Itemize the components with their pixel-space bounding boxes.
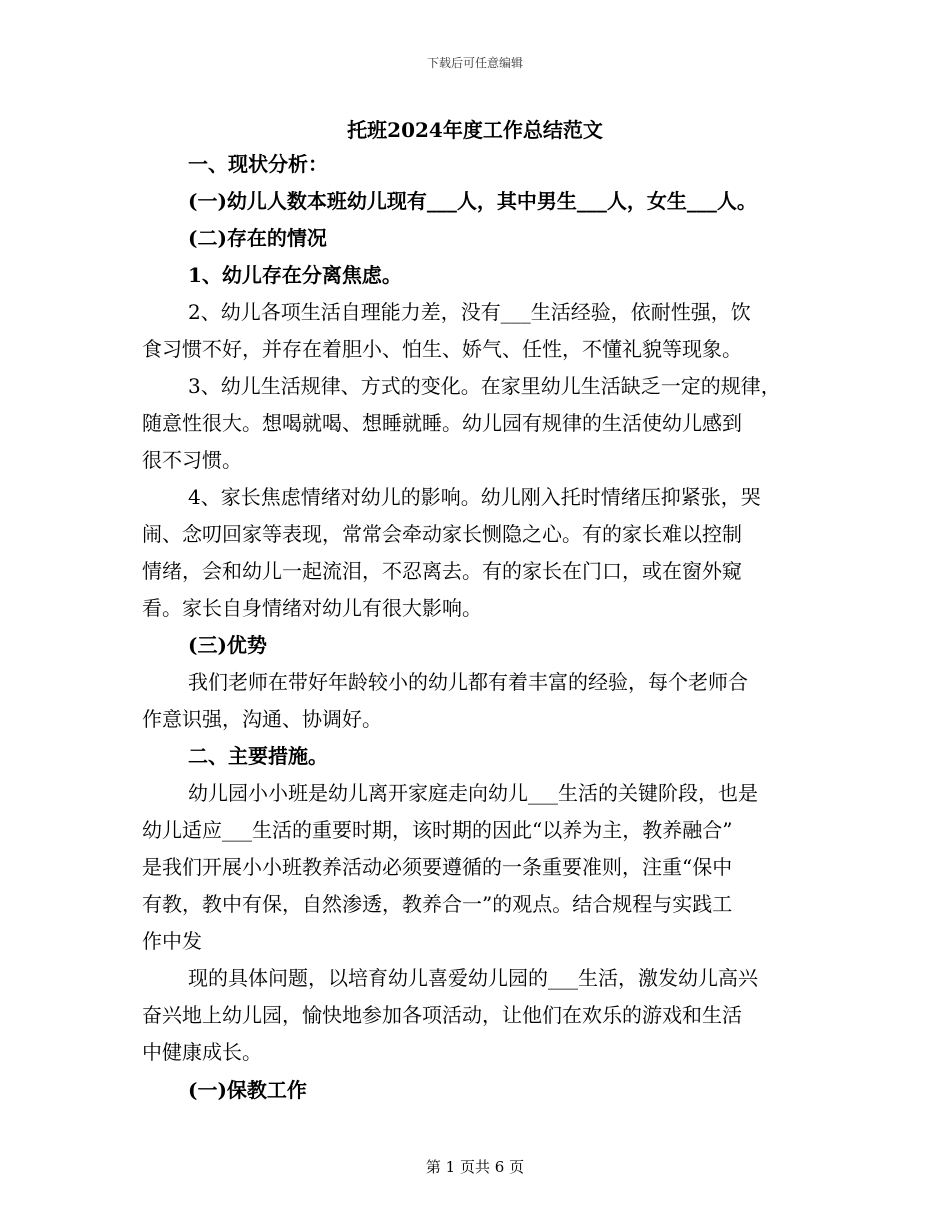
paragraph-line: 随意性很大。想喝就喝、想睡就睡。幼儿园有规律的生活使幼儿感到 bbox=[142, 411, 742, 435]
paragraph-line: 2、幼儿各项生活自理能力差，没有___生活经验，依耐性强，饮 bbox=[188, 300, 751, 324]
paragraph-line: 食习惯不好，并存在着胆小、怕生、娇气、任性，不懂礼貌等现象。 bbox=[142, 337, 742, 361]
page-footer: 第 1 页共 6 页 bbox=[425, 1158, 525, 1176]
subsection-child-count: (一)幼儿人数本班幼儿现有___人，其中男生___人，女生___人。 bbox=[188, 189, 757, 213]
subsection-advantages: (三)优势 bbox=[188, 633, 267, 657]
item-separation-anxiety: 1、幼儿存在分离焦虑。 bbox=[188, 263, 402, 287]
page-header-note: 下载后可任意编辑 bbox=[426, 56, 523, 70]
paragraph-line: 3、幼儿生活规律、方式的变化。在家里幼儿生活缺乏一定的规律， bbox=[188, 374, 781, 398]
paragraph-line: 我们老师在带好年龄较小的幼儿都有着丰富的经验，每个老师合 bbox=[188, 670, 748, 694]
paragraph-line: 看。家长自身情绪对幼儿有很大影响。 bbox=[142, 596, 482, 620]
paragraph-line: 是我们开展小小班教养活动必须要遵循的一条重要准则，注重“保中 bbox=[142, 855, 733, 879]
paragraph-line: 幼儿园小小班是幼儿离开家庭走向幼儿___生活的关键阶段，也是 bbox=[188, 781, 758, 805]
paragraph-line: 中健康成长。 bbox=[142, 1040, 262, 1064]
paragraph-line: 作中发 bbox=[142, 929, 202, 953]
paragraph-line: 很不习惯。 bbox=[142, 448, 242, 472]
paragraph-line: 幼儿适应___生活的重要时期，该时期的因此“以养为主，教养融合” bbox=[142, 818, 733, 842]
subsection-existing-situation: (二)存在的情况 bbox=[188, 226, 327, 250]
paragraph-line: 奋兴地上幼儿园，愉快地参加各项活动，让他们在欢乐的游戏和生活 bbox=[142, 1003, 742, 1027]
paragraph-line: 情绪，会和幼儿一起流泪，不忍离去。有的家长在门口，或在窗外窥 bbox=[142, 559, 742, 583]
paragraph-line: 现的具体问题，以培育幼儿喜爱幼儿园的___生活，激发幼儿高兴 bbox=[188, 966, 758, 990]
section-heading-status-analysis: 一、现状分析： bbox=[188, 152, 328, 176]
paragraph-line: 闹、念叨回家等表现，常常会牵动家长恻隐之心。有的家长难以控制 bbox=[142, 522, 742, 546]
subsection-care-education: (一)保教工作 bbox=[188, 1078, 307, 1102]
paragraph-line: 4、家长焦虑情绪对幼儿的影响。幼儿刚入托时情绪压抑紧张，哭 bbox=[188, 485, 761, 509]
document-title: 托班2024年度工作总结范文 bbox=[347, 118, 603, 142]
paragraph-line: 作意识强，沟通、协调好。 bbox=[142, 707, 382, 731]
section-heading-main-measures: 二、主要措施。 bbox=[188, 744, 328, 768]
paragraph-line: 有教，教中有保，自然渗透，教养合一”的观点。结合规程与实践工 bbox=[142, 892, 733, 916]
